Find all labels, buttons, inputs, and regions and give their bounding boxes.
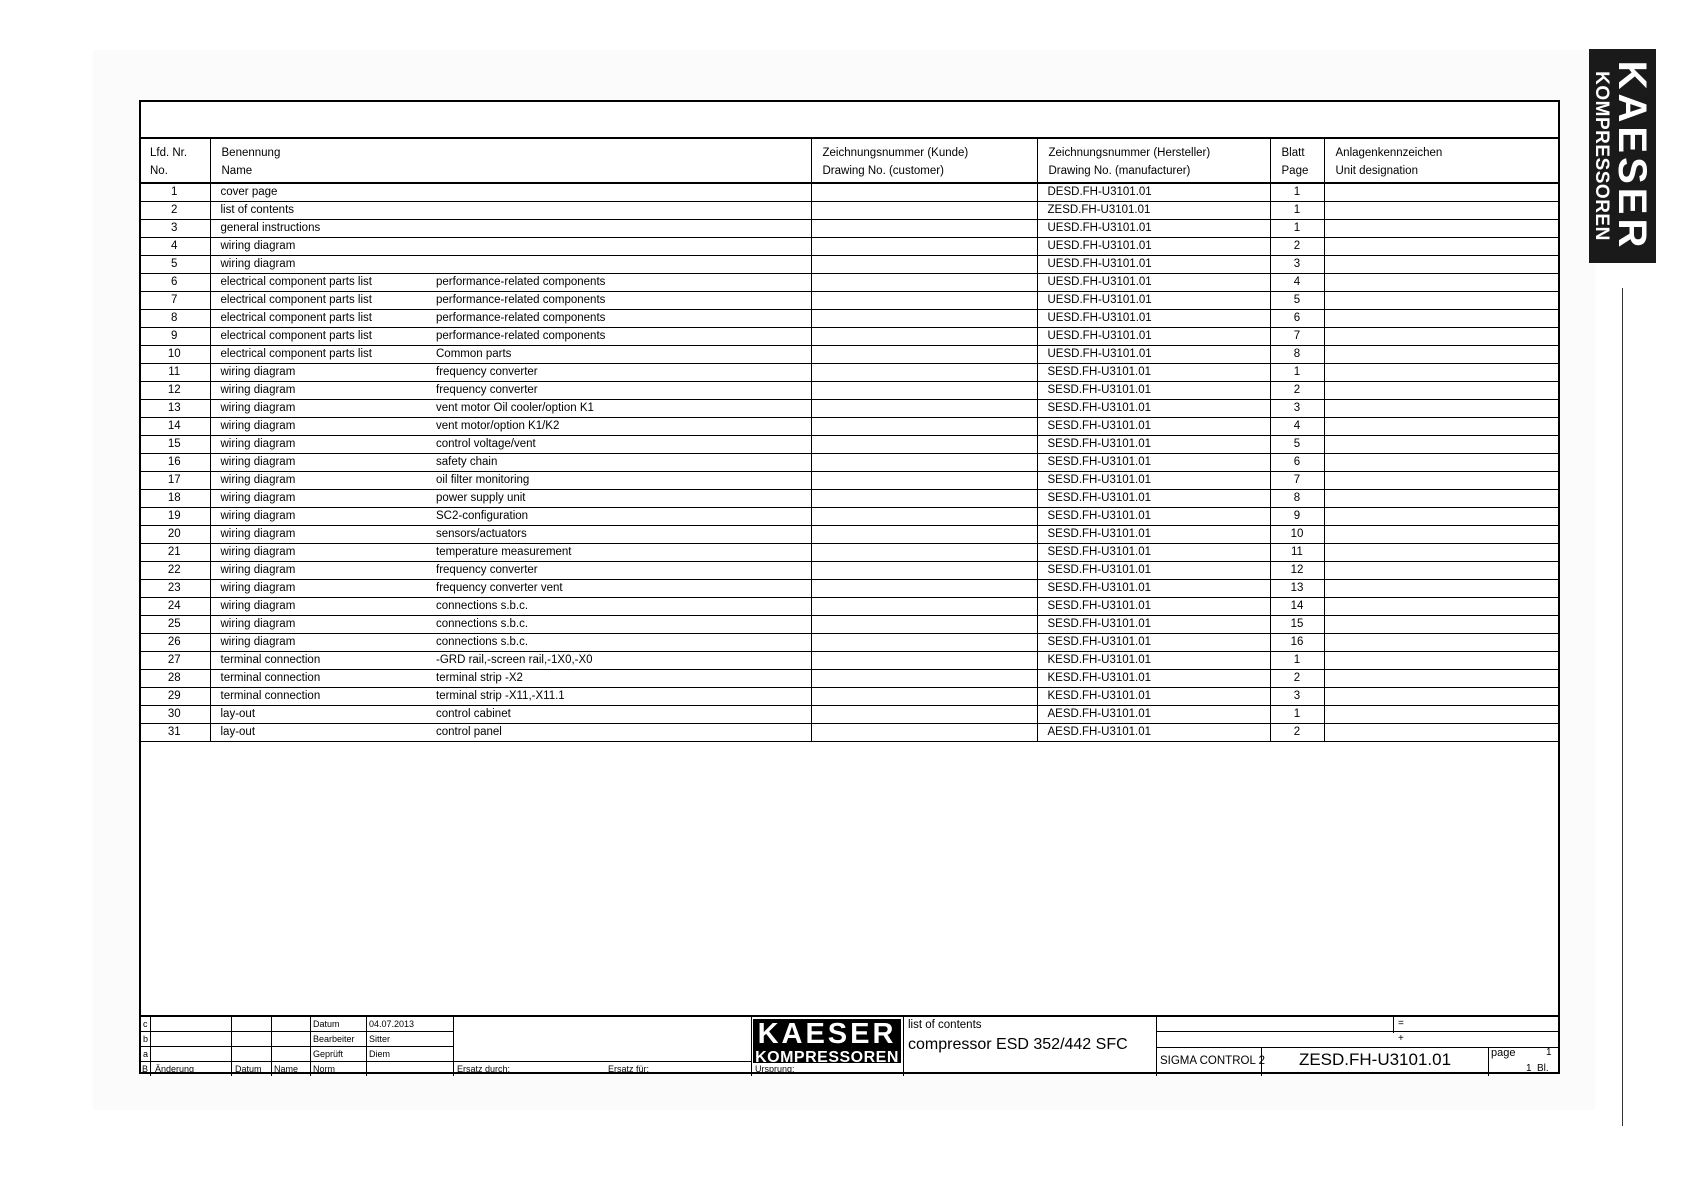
row-subname	[426, 220, 811, 238]
row-name: wiring diagram	[210, 544, 426, 562]
value-datum: 04.07.2013	[369, 1019, 415, 1029]
row-name: wiring diagram	[210, 256, 426, 274]
row-page: 1	[1270, 652, 1324, 670]
row-unit	[1324, 508, 1560, 526]
label-geprueft: Geprüft	[313, 1049, 344, 1059]
row-unit	[1324, 724, 1560, 742]
row-number: 9	[139, 328, 210, 346]
row-number: 18	[139, 490, 210, 508]
row-name: electrical component parts list	[210, 274, 426, 292]
row-number: 19	[139, 508, 210, 526]
row-drawing-manufacturer: SESD.FH-U3101.01	[1037, 364, 1270, 382]
row-number: 3	[139, 220, 210, 238]
row-unit	[1324, 490, 1560, 508]
row-number: 14	[139, 418, 210, 436]
table-row	[139, 472, 1560, 490]
table-row	[139, 400, 1560, 418]
row-number: 17	[139, 472, 210, 490]
row-drawing-customer	[811, 472, 1037, 490]
row-unit	[1324, 544, 1560, 562]
row-drawing-manufacturer: UESD.FH-U3101.01	[1037, 256, 1270, 274]
row-page: 6	[1270, 454, 1324, 472]
table-row	[139, 670, 1560, 688]
row-name: general instructions	[210, 220, 426, 238]
row-drawing-customer	[811, 436, 1037, 454]
row-drawing-manufacturer: UESD.FH-U3101.01	[1037, 328, 1270, 346]
row-name: terminal connection	[210, 688, 426, 706]
table-row	[139, 382, 1560, 400]
row-subname: frequency converter	[426, 382, 811, 400]
row-drawing-manufacturer: SESD.FH-U3101.01	[1037, 400, 1270, 418]
row-subname: frequency converter vent	[426, 580, 811, 598]
row-page: 12	[1270, 562, 1324, 580]
row-page: 14	[1270, 598, 1324, 616]
label-ersatz-durch: Ersatz durch:	[457, 1064, 511, 1074]
row-number: 23	[139, 580, 210, 598]
row-subname: terminal strip -X11,-X11.1	[426, 688, 811, 706]
row-subname: performance-related components	[426, 328, 811, 346]
row-subname: connections s.b.c.	[426, 634, 811, 652]
row-page: 3	[1270, 400, 1324, 418]
row-page: 1	[1270, 364, 1324, 382]
row-drawing-customer	[811, 508, 1037, 526]
row-drawing-customer	[811, 292, 1037, 310]
row-number: 13	[139, 400, 210, 418]
row-subname: power supply unit	[426, 490, 811, 508]
row-page: 2	[1270, 670, 1324, 688]
col-drawing-customer: Zeichnungsnummer (Kunde) Drawing No. (customer)	[811, 138, 1037, 183]
row-number: 1	[139, 183, 210, 202]
row-subname: control panel	[426, 724, 811, 742]
row-drawing-customer	[811, 256, 1037, 274]
row-subname: connections s.b.c.	[426, 616, 811, 634]
row-page: 1	[1270, 220, 1324, 238]
row-drawing-manufacturer: UESD.FH-U3101.01	[1037, 220, 1270, 238]
row-number: 6	[139, 274, 210, 292]
row-drawing-manufacturer: SESD.FH-U3101.01	[1037, 490, 1270, 508]
row-subname	[426, 238, 811, 256]
row-drawing-manufacturer: AESD.FH-U3101.01	[1037, 706, 1270, 724]
table-row	[139, 436, 1560, 454]
row-page: 7	[1270, 472, 1324, 490]
row-page: 15	[1270, 616, 1324, 634]
row-name: list of contents	[210, 202, 426, 220]
side-kaeser-logo: KAESER KOMPRESSOREN	[1589, 49, 1656, 263]
row-drawing-manufacturer: SESD.FH-U3101.01	[1037, 418, 1270, 436]
row-page: 1	[1270, 706, 1324, 724]
row-drawing-customer	[811, 418, 1037, 436]
col-unit: Anlagenkennzeichen Unit designation	[1324, 138, 1560, 183]
row-page: 9	[1270, 508, 1324, 526]
row-unit	[1324, 706, 1560, 724]
table-row	[139, 490, 1560, 508]
row-number: 2	[139, 202, 210, 220]
row-drawing-customer	[811, 706, 1037, 724]
row-unit	[1324, 526, 1560, 544]
row-drawing-manufacturer: UESD.FH-U3101.01	[1037, 274, 1270, 292]
row-name: wiring diagram	[210, 616, 426, 634]
row-subname	[426, 256, 811, 274]
row-number: 26	[139, 634, 210, 652]
contents-table	[139, 138, 1560, 742]
row-number: 27	[139, 652, 210, 670]
row-drawing-manufacturer: AESD.FH-U3101.01	[1037, 724, 1270, 742]
row-page: 5	[1270, 292, 1324, 310]
row-unit	[1324, 310, 1560, 328]
row-drawing-customer	[811, 670, 1037, 688]
row-subname: oil filter monitoring	[426, 472, 811, 490]
row-unit	[1324, 364, 1560, 382]
row-unit	[1324, 436, 1560, 454]
row-unit	[1324, 598, 1560, 616]
row-page: 7	[1270, 328, 1324, 346]
row-subname: performance-related components	[426, 310, 811, 328]
table-row	[139, 328, 1560, 346]
rev-B: B	[142, 1064, 149, 1074]
row-subname: safety chain	[426, 454, 811, 472]
row-drawing-manufacturer: SESD.FH-U3101.01	[1037, 616, 1270, 634]
row-name: wiring diagram	[210, 562, 426, 580]
row-page: 10	[1270, 526, 1324, 544]
row-drawing-manufacturer: UESD.FH-U3101.01	[1037, 292, 1270, 310]
table-row	[139, 724, 1560, 742]
row-unit	[1324, 688, 1560, 706]
row-drawing-manufacturer: ZESD.FH-U3101.01	[1037, 202, 1270, 220]
row-name: wiring diagram	[210, 454, 426, 472]
page-number: 1	[1546, 1047, 1552, 1058]
row-number: 28	[139, 670, 210, 688]
row-number: 30	[139, 706, 210, 724]
row-page: 3	[1270, 688, 1324, 706]
row-drawing-customer	[811, 544, 1037, 562]
table-body	[139, 183, 1560, 742]
label-datum: Datum	[313, 1019, 340, 1029]
rev-c: c	[143, 1019, 148, 1029]
row-name: wiring diagram	[210, 598, 426, 616]
table-row	[139, 580, 1560, 598]
margin-line	[1622, 288, 1623, 1126]
row-name: electrical component parts list	[210, 310, 426, 328]
row-subname: -GRD rail,-screen rail,-1X0,-X0	[426, 652, 811, 670]
kaeser-logo: KAESER KOMPRESSOREN	[753, 1019, 901, 1063]
row-subname: terminal strip -X2	[426, 670, 811, 688]
row-drawing-customer	[811, 220, 1037, 238]
row-unit	[1324, 652, 1560, 670]
row-page: 16	[1270, 634, 1324, 652]
row-drawing-manufacturer: SESD.FH-U3101.01	[1037, 472, 1270, 490]
drawing-number: ZESD.FH-U3101.01	[1298, 1050, 1452, 1069]
row-drawing-customer	[811, 400, 1037, 418]
table-row	[139, 706, 1560, 724]
row-number: 15	[139, 436, 210, 454]
row-name: wiring diagram	[210, 364, 426, 382]
row-unit	[1324, 220, 1560, 238]
value-bearbeiter: Sitter	[369, 1034, 391, 1044]
row-page: 4	[1270, 274, 1324, 292]
row-subname: connections s.b.c.	[426, 598, 811, 616]
page-label: page	[1491, 1047, 1516, 1059]
row-drawing-manufacturer: SESD.FH-U3101.01	[1037, 580, 1270, 598]
label-aenderung: Änderung	[155, 1064, 195, 1074]
row-name: electrical component parts list	[210, 346, 426, 364]
row-name: wiring diagram	[210, 238, 426, 256]
table-row	[139, 616, 1560, 634]
table-row	[139, 418, 1560, 436]
row-drawing-manufacturer: SESD.FH-U3101.01	[1037, 454, 1270, 472]
sheet-label: Bl.	[1537, 1063, 1549, 1074]
row-name: wiring diagram	[210, 382, 426, 400]
row-name: wiring diagram	[210, 580, 426, 598]
row-name: wiring diagram	[210, 508, 426, 526]
table-row	[139, 346, 1560, 364]
row-page: 2	[1270, 382, 1324, 400]
row-drawing-customer	[811, 526, 1037, 544]
row-subname: control voltage/vent	[426, 436, 811, 454]
row-drawing-manufacturer: SESD.FH-U3101.01	[1037, 634, 1270, 652]
row-subname: Common parts	[426, 346, 811, 364]
row-page: 3	[1270, 256, 1324, 274]
row-name: wiring diagram	[210, 436, 426, 454]
table-header	[139, 138, 1560, 183]
row-name: wiring diagram	[210, 472, 426, 490]
row-drawing-customer	[811, 490, 1037, 508]
row-drawing-manufacturer: SESD.FH-U3101.01	[1037, 598, 1270, 616]
row-page: 2	[1270, 238, 1324, 256]
row-unit	[1324, 580, 1560, 598]
row-name: cover page	[210, 183, 426, 202]
row-subname	[426, 183, 811, 202]
row-unit	[1324, 202, 1560, 220]
row-name: wiring diagram	[210, 634, 426, 652]
row-page: 11	[1270, 544, 1324, 562]
row-number: 12	[139, 382, 210, 400]
rev-b: b	[143, 1034, 149, 1044]
row-number: 20	[139, 526, 210, 544]
row-drawing-customer	[811, 364, 1037, 382]
row-drawing-manufacturer: SESD.FH-U3101.01	[1037, 382, 1270, 400]
row-number: 4	[139, 238, 210, 256]
row-drawing-customer	[811, 616, 1037, 634]
row-subname: control cabinet	[426, 706, 811, 724]
table-row	[139, 310, 1560, 328]
label-ursprung: Ursprung:	[755, 1064, 795, 1074]
row-drawing-customer	[811, 562, 1037, 580]
row-drawing-manufacturer: KESD.FH-U3101.01	[1037, 670, 1270, 688]
sheet-count: 1	[1526, 1063, 1532, 1074]
row-unit	[1324, 418, 1560, 436]
row-drawing-customer	[811, 580, 1037, 598]
row-subname: temperature measurement	[426, 544, 811, 562]
row-drawing-customer	[811, 274, 1037, 292]
table-row	[139, 202, 1560, 220]
row-page: 1	[1270, 202, 1324, 220]
row-name: lay-out	[210, 706, 426, 724]
row-unit	[1324, 472, 1560, 490]
row-name: wiring diagram	[210, 526, 426, 544]
row-subname: frequency converter	[426, 562, 811, 580]
row-drawing-manufacturer: DESD.FH-U3101.01	[1037, 183, 1270, 202]
table-row	[139, 220, 1560, 238]
row-name: terminal connection	[210, 652, 426, 670]
row-page: 1	[1270, 183, 1324, 202]
row-number: 5	[139, 256, 210, 274]
rev-a: a	[143, 1049, 149, 1059]
row-number: 8	[139, 310, 210, 328]
row-drawing-manufacturer: SESD.FH-U3101.01	[1037, 544, 1270, 562]
row-unit	[1324, 616, 1560, 634]
row-unit	[1324, 292, 1560, 310]
row-drawing-customer	[811, 652, 1037, 670]
row-page: 13	[1270, 580, 1324, 598]
table-row	[139, 652, 1560, 670]
row-page: 5	[1270, 436, 1324, 454]
row-subname: vent motor Oil cooler/option K1	[426, 400, 811, 418]
row-number: 21	[139, 544, 210, 562]
row-subname: sensors/actuators	[426, 526, 811, 544]
row-drawing-customer	[811, 238, 1037, 256]
row-number: 29	[139, 688, 210, 706]
row-subname: performance-related components	[426, 292, 811, 310]
row-unit	[1324, 256, 1560, 274]
row-drawing-manufacturer: UESD.FH-U3101.01	[1037, 346, 1270, 364]
row-drawing-customer	[811, 310, 1037, 328]
row-drawing-manufacturer: SESD.FH-U3101.01	[1037, 436, 1270, 454]
row-drawing-customer	[811, 634, 1037, 652]
row-subname	[426, 202, 811, 220]
drawing-frame	[139, 100, 1560, 1074]
row-drawing-customer	[811, 724, 1037, 742]
value-geprueft: Diem	[369, 1049, 391, 1059]
row-page: 8	[1270, 346, 1324, 364]
row-drawing-customer	[811, 454, 1037, 472]
row-unit	[1324, 183, 1560, 202]
col-name: Benennung Name	[210, 138, 811, 183]
label-datum-col: Datum	[235, 1064, 262, 1074]
row-unit	[1324, 454, 1560, 472]
col-page: Blatt Page	[1270, 138, 1324, 183]
row-unit	[1324, 670, 1560, 688]
doc-subtitle: compressor ESD 352/442 SFC	[908, 1036, 1128, 1053]
row-page: 4	[1270, 418, 1324, 436]
row-drawing-customer	[811, 328, 1037, 346]
row-subname: performance-related components	[426, 274, 811, 292]
row-drawing-manufacturer: KESD.FH-U3101.01	[1037, 688, 1270, 706]
doc-title: list of contents	[908, 1019, 982, 1031]
row-drawing-manufacturer: KESD.FH-U3101.01	[1037, 652, 1270, 670]
table-row	[139, 256, 1560, 274]
row-subname: SC2-configuration	[426, 508, 811, 526]
table-row	[139, 562, 1560, 580]
col-no: Lfd. Nr. No.	[139, 138, 210, 183]
row-page: 2	[1270, 724, 1324, 742]
row-unit	[1324, 400, 1560, 418]
table-row	[139, 526, 1560, 544]
row-name: electrical component parts list	[210, 292, 426, 310]
row-unit	[1324, 562, 1560, 580]
row-drawing-manufacturer: UESD.FH-U3101.01	[1037, 238, 1270, 256]
equals-sign: =	[1398, 1018, 1404, 1029]
row-drawing-manufacturer: UESD.FH-U3101.01	[1037, 310, 1270, 328]
row-number: 24	[139, 598, 210, 616]
row-number: 22	[139, 562, 210, 580]
system-name: SIGMA CONTROL 2	[1160, 1055, 1266, 1067]
row-name: lay-out	[210, 724, 426, 742]
row-drawing-customer	[811, 382, 1037, 400]
row-drawing-manufacturer: SESD.FH-U3101.01	[1037, 508, 1270, 526]
row-number: 7	[139, 292, 210, 310]
row-name: wiring diagram	[210, 490, 426, 508]
label-norm: Norm	[313, 1064, 335, 1074]
label-ersatz-fuer: Ersatz für:	[608, 1064, 650, 1074]
row-drawing-customer	[811, 346, 1037, 364]
col-drawing-manufacturer: Zeichnungsnummer (Hersteller) Drawing No. (manufacturer)	[1037, 138, 1270, 183]
table-row	[139, 238, 1560, 256]
row-subname: frequency converter	[426, 364, 811, 382]
row-drawing-manufacturer: SESD.FH-U3101.01	[1037, 562, 1270, 580]
table-row	[139, 364, 1560, 382]
row-drawing-manufacturer: SESD.FH-U3101.01	[1037, 526, 1270, 544]
row-name: terminal connection	[210, 670, 426, 688]
row-number: 25	[139, 616, 210, 634]
row-unit	[1324, 346, 1560, 364]
row-unit	[1324, 634, 1560, 652]
row-name: wiring diagram	[210, 400, 426, 418]
table-row	[139, 454, 1560, 472]
row-subname: vent motor/option K1/K2	[426, 418, 811, 436]
row-drawing-customer	[811, 183, 1037, 202]
row-unit	[1324, 382, 1560, 400]
row-unit	[1324, 328, 1560, 346]
row-name: electrical component parts list	[210, 328, 426, 346]
label-name-col: Name	[274, 1064, 299, 1074]
table-row	[139, 598, 1560, 616]
row-page: 6	[1270, 310, 1324, 328]
table-row	[139, 292, 1560, 310]
title-block	[141, 1015, 1558, 1076]
table-row	[139, 634, 1560, 652]
row-name: wiring diagram	[210, 418, 426, 436]
row-drawing-customer	[811, 202, 1037, 220]
table-row	[139, 508, 1560, 526]
plus-sign: +	[1398, 1033, 1404, 1044]
row-unit	[1324, 238, 1560, 256]
table-row	[139, 688, 1560, 706]
row-number: 10	[139, 346, 210, 364]
label-bearbeiter: Bearbeiter	[313, 1034, 355, 1044]
row-drawing-customer	[811, 688, 1037, 706]
table-row	[139, 183, 1560, 202]
row-page: 8	[1270, 490, 1324, 508]
row-number: 11	[139, 364, 210, 382]
table-row	[139, 544, 1560, 562]
row-number: 31	[139, 724, 210, 742]
row-unit	[1324, 274, 1560, 292]
row-number: 16	[139, 454, 210, 472]
table-row	[139, 274, 1560, 292]
row-drawing-customer	[811, 598, 1037, 616]
